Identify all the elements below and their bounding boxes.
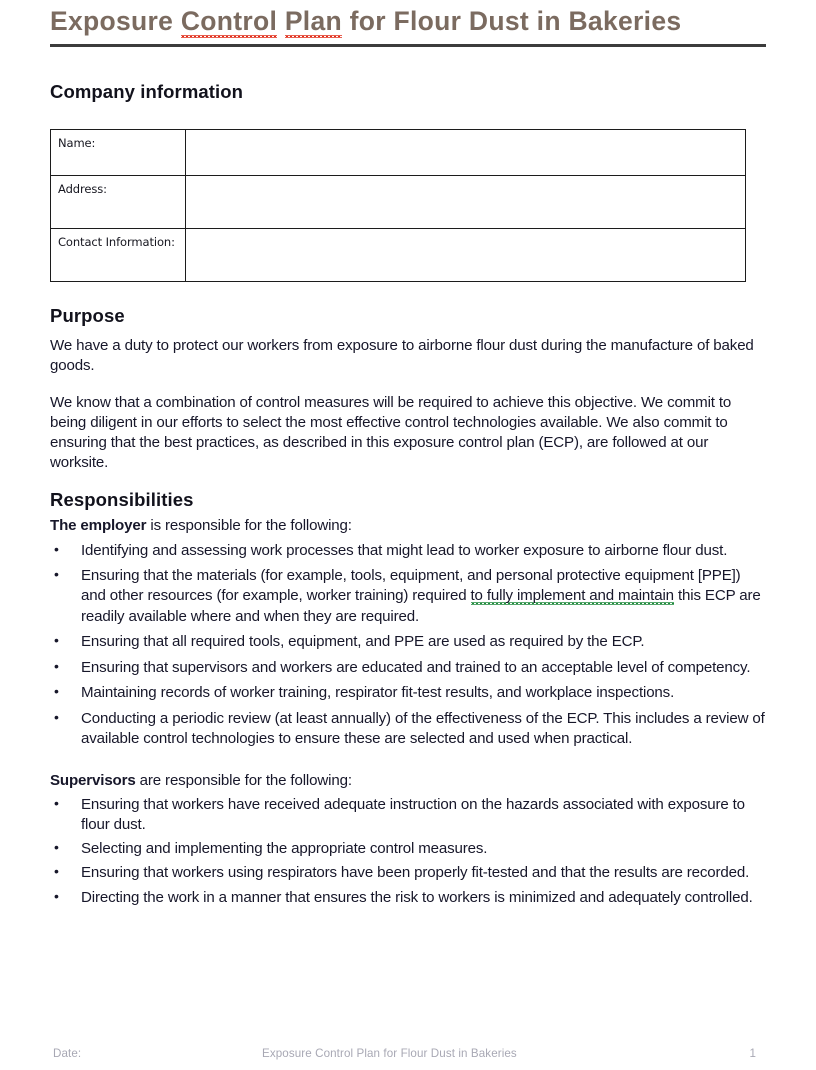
table-row <box>51 176 746 229</box>
table-row <box>51 229 746 282</box>
heading-responsibilities: Responsibilities <box>50 489 194 511</box>
heading-company-information: Company information <box>50 81 244 103</box>
label-name: Name: <box>51 130 186 176</box>
heading-purpose: Purpose <box>50 305 125 327</box>
label-contact-information: Contact Information: <box>51 229 186 282</box>
employer-lead-in <box>50 511 755 536</box>
list-item: • Conducting a periodic review (at least annually) of the effectiveness of the ECP. This includes a review of available control technologies to ensure these are selected and used when practical. <box>50 709 766 749</box>
grammar-error-phrase: to fully implement and maintain <box>470 587 674 605</box>
field-contact-information-value[interactable] <box>186 229 746 282</box>
company-table-body <box>51 130 746 282</box>
employer-responsibilities-list <box>50 537 766 750</box>
supervisors-lead-bold: Supervisors <box>50 771 136 789</box>
table-row <box>51 130 746 176</box>
purpose-paragraph-2: We know that a combination of control measures will be required to achieve this objective. We commit to being diligent in our efforts to select the most effective control technologies available. We also commit to ensuring that the best practices, as described in this exposure control plan (ECP), are followed at our worksite. <box>50 393 732 472</box>
footer-page-number: 1 <box>749 1047 756 1060</box>
document-title <box>50 0 766 37</box>
list-item: • Selecting and implementing the appropriate control measures. <box>50 839 766 859</box>
page-footer <box>50 1047 766 1067</box>
list-item: • Ensuring that all required tools, equipment, and PPE are used as required by the ECP. <box>50 632 766 652</box>
employer-lead-rest: is responsible for the following: <box>146 517 352 535</box>
footer-document-title: Exposure Control Plan for Flour Dust in Bakeries <box>262 1047 517 1060</box>
field-name-value[interactable] <box>186 130 746 176</box>
document-title-text: Exposure Control Plan for Flour Dust in Bakeries <box>50 6 682 36</box>
list-item: • Identifying and assessing work processes that might lead to worker exposure to airborne flour dust. <box>50 541 766 561</box>
purpose-paragraph-1: We have a duty to protect our workers from exposure to airborne flour dust during the manufacture of baked goods. <box>50 336 754 374</box>
employer-lead-bold: The employer <box>50 517 147 535</box>
footer-date-label: Date: <box>53 1047 82 1060</box>
list-item: • Ensuring that workers using respirators have been properly fit-tested and that the results are recorded. <box>50 863 766 883</box>
list-item: • Ensuring that workers have received adequate instruction on the hazards associated with exposure to flour dust. <box>50 795 766 835</box>
supervisors-lead-in <box>50 755 755 791</box>
spellcheck-error-word: Plan <box>284 6 342 36</box>
field-address-value[interactable] <box>186 176 746 229</box>
supervisors-responsibilities-list <box>50 791 766 908</box>
label-address: Address: <box>51 176 186 229</box>
list-item: • Directing the work in a manner that ensures the risk to workers is minimized and adequately controlled. <box>50 888 766 908</box>
company-information-table <box>50 129 746 282</box>
spellcheck-error-word: Control <box>180 6 278 36</box>
list-item: • Ensuring that supervisors and workers are educated and trained to an acceptable level of competency. <box>50 658 766 678</box>
list-item: • Ensuring that the materials (for example, tools, equipment, and personal protective equipment [PPE]) and other resources (for example, worker training) required to fully implement and maintain this ECP are readily available where and when they are required. <box>50 566 766 626</box>
list-item: • Maintaining records of worker training, respirator fit-test results, and workplace inspections. <box>50 683 766 703</box>
supervisors-lead-rest: are responsible for the following: <box>135 771 352 789</box>
